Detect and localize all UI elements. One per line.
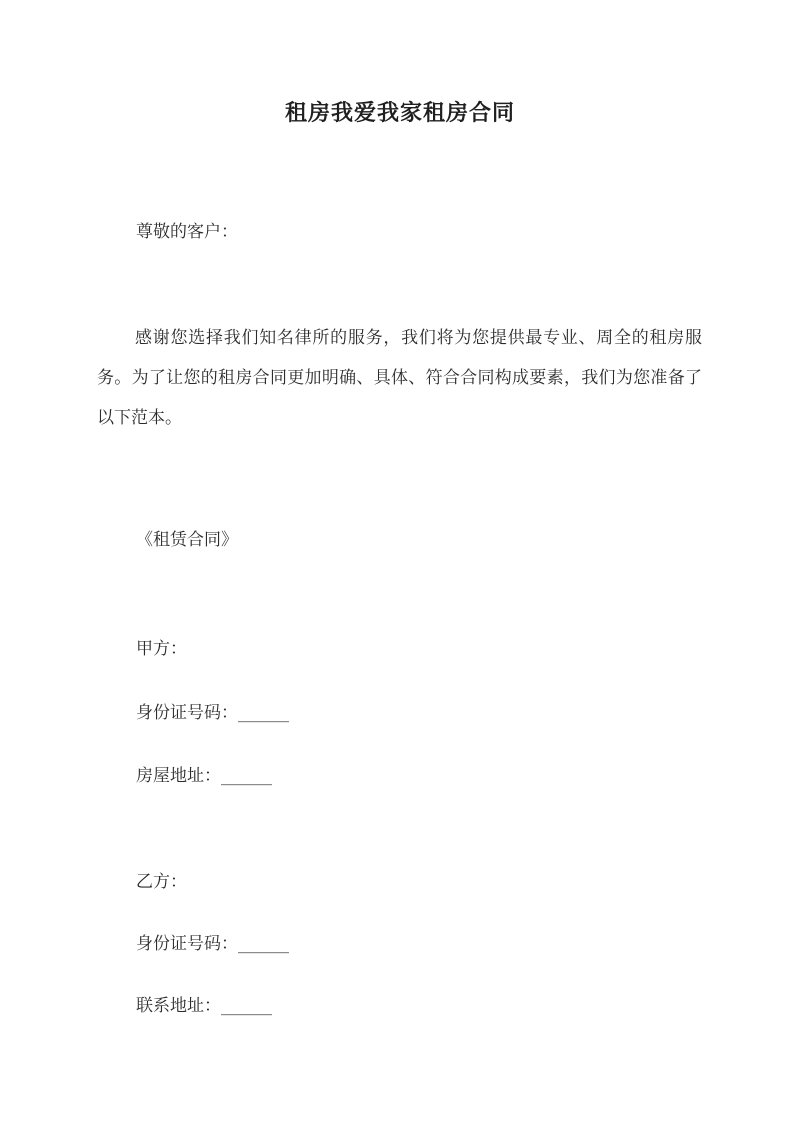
party-b-address: 联系地址：______ — [136, 996, 272, 1016]
document-title: 租房我爱我家租房合同 — [284, 100, 515, 126]
greeting-text: 尊敬的客户： — [136, 222, 238, 242]
party-a-id-number: 身份证号码：______ — [136, 703, 289, 723]
party-a-label: 甲方： — [136, 639, 187, 659]
party-b-label: 乙方： — [136, 872, 187, 892]
party-b-id-number: 身份证号码：______ — [136, 934, 289, 954]
intro-paragraph: 感谢您选择我们知名律所的服务，我们将为您提供最专业、周全的租房服务。为了让您的租房合同更加明确、具体、符合合同构成要素，我们为您准备了以下范本。 — [97, 328, 702, 428]
party-a-address: 房屋地址：______ — [136, 766, 272, 786]
contract-heading: 《租赁合同》 — [136, 530, 238, 550]
